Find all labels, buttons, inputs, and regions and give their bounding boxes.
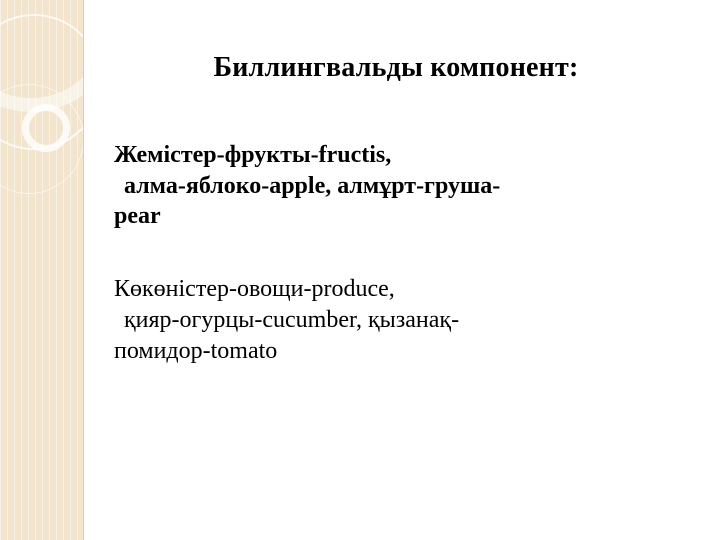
slide-content	[96, 0, 720, 540]
band-edge-divider	[83, 0, 84, 540]
fruits-line-1: Жемістер-фрукты-fructis,	[114, 142, 392, 168]
fruits-line-2: алма-яблоко-apple, алмұрт-груша-	[124, 172, 501, 199]
paragraph-fruits	[114, 140, 704, 232]
paragraph-vegetables	[114, 274, 704, 366]
slide-title: Биллингвальды компонент:	[213, 52, 579, 83]
decorative-circle-small	[22, 104, 70, 152]
vegetables-line-3: помидор-tomato	[114, 337, 278, 364]
slide-body	[114, 140, 704, 366]
decorative-side-band	[0, 0, 84, 540]
vegetables-line-1: Көкөністер-овощи-produce,	[114, 276, 395, 303]
fruits-line-3: pear	[114, 203, 161, 230]
vegetables-line-2: қияр-огурцы-cucumber, қызанақ-	[124, 306, 460, 333]
